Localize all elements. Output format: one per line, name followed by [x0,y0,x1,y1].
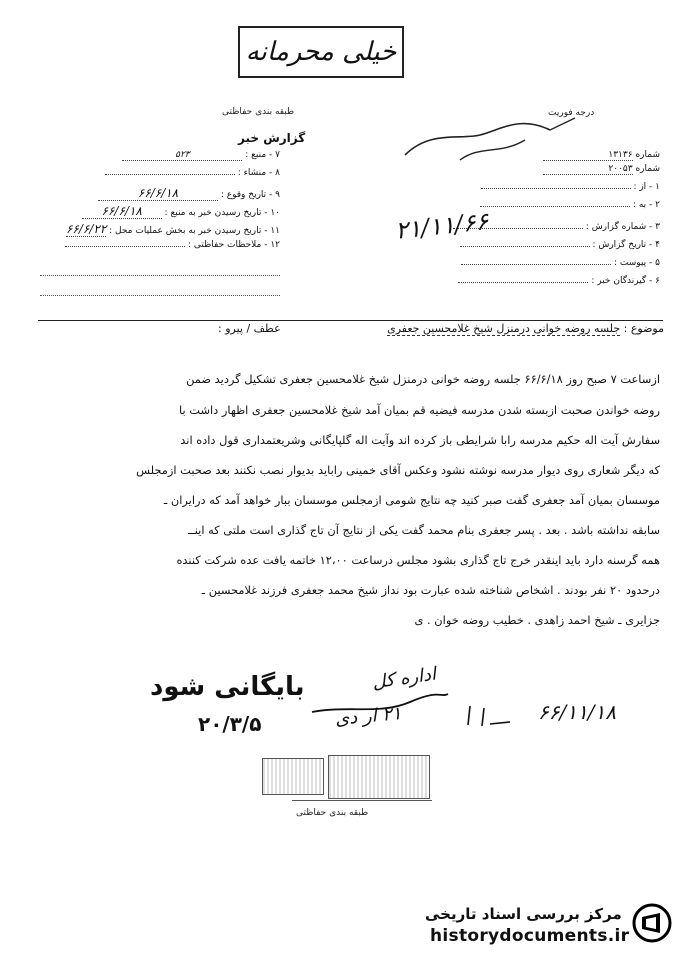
handwritten-note-1: اداره کل [370,663,438,694]
body-line: درحدود ۲۰ نفر بودند . اشخاص شناخته شده عبارت بود نداز شیخ محمد جعفری فرزند غلامحسین ـ [201,583,660,597]
right-field-recipients: ۶ - گیرندگان خبر : [458,276,660,286]
field-ops-received-date: ۱۱ - تاریخ رسیدن خبر به بخش عملیات محل : ۶۶/۶/۲۲ [65,222,280,236]
handwritten-date: ۲۱/۱۱/۶۶ [393,207,490,245]
body-line: که دیگر شعاری روی دیوار مدرسه نوشته نشود وعکس آقای خمینی راباید بدیوار نصب نکنند بعد صحبت ازمجلس [136,463,660,477]
body-line: روضه خواندن صحبت ازبسته شدن مدرسه فیضیه قم بمیان آمد شیخ غلامحسین جعفری اظهار داشت با [179,403,660,417]
body-line: سابقه نداشته باشد . بعد . پسر جعفری بنام محمد گفت یکی از نتایج آن تاج گذاری است ملتی که اینــ [188,523,660,537]
subject-line [387,322,664,336]
field-occurrence-date: ۹ - تاریخ وقوع : ۶۶/۶/۱۸ [98,186,280,201]
body-line: همه گرسنه دارد باید اینقدر خرج تاج گذاری بشود مجلس درساعت ۱۲،۰۰ خاتمه یافت عده شرکت کننده [176,553,660,567]
bottom-stamp-right [328,755,430,799]
footer-url: historydocuments.ir [430,926,630,946]
body-line: موسسان بمیان آمد جعفری گفت صبر کنید چه نتایج شومی ازمجلس موسسان ببار خواهد آمد که درایران ـ [163,493,660,507]
priority-label: درجه فوریت [548,108,595,118]
subject-label: موضوع : [623,322,664,335]
right-field-report-date: ۴ - تاریخ گزارش : [460,240,660,250]
right-field-from: ۱ - از : [481,182,660,192]
separator-line [38,320,663,321]
right-field-attachment: ۵ - پیوست : [461,258,660,268]
top-classification-stamp: خیلی محرمانه [238,26,404,78]
bottom-stamp-left [262,758,324,795]
archive-note: بایگانی شود [150,672,305,702]
handwritten-note-2: ۲۱ ار دی [334,703,403,730]
right-field-report-number: ۳ - شماره گزارش : [453,222,660,232]
archive-date: ۲۰/۳/۵ [198,712,262,736]
handwritten-note-3: ۶۶/۱۱/۱۸ [538,700,616,724]
right-field-number-1: شماره ۱۳۱۳۶ [543,150,660,161]
handwritten-scribble [400,110,590,170]
handwritten-mark [460,700,520,730]
signature-stroke [310,690,450,720]
body-line: جزایری ـ شیخ احمد زاهدی . خطیب روضه خوان . ی [414,613,660,627]
footer-brand: مرکز بررسی اسناد تاریخی [425,905,622,923]
body-line: سفارش آیت اله حکیم مدرسه رابا شرایطی باز کرده اند وآیت اله گلپایگانی وشریعتمداری قول داده اند [180,433,660,447]
classification-label-left: طبقه بندی حفاظتی [222,107,295,117]
field-source-value: ۵۲۳ [122,150,242,161]
classification-label-bottom: طبقه بندی حفاظتی [296,808,369,818]
field-security-notes: ۱۲ - ملاحظات حفاظتی : [65,240,280,250]
field-source-received-date: ۱۰ - تاریخ رسیدن خبر به منبع : ۶۶/۶/۱۸ [82,204,280,219]
body-line: ازساعت ۷ صبح روز ۶۶/۶/۱۸ جلسه روضه خوانی درمنزل شیخ غلامحسین جعفری تشکیل گردید ضمن [186,372,660,386]
archive-logo-icon [632,903,672,943]
right-field-to: ۲ - به : [480,200,660,210]
right-field-number-2: شماره ۲۰۰۵۳ [543,164,660,175]
field-origin: ۸ - منشاء : [105,168,280,178]
page-label: عطف / پیرو : [218,322,281,335]
report-title: گزارش خبر [238,131,306,145]
subject-text: جلسه روضه خوانی درمنزل شیخ غلامحسین جعفری [387,322,621,335]
field-source: ۷ - منبع : ۵۲۳ [122,150,280,161]
